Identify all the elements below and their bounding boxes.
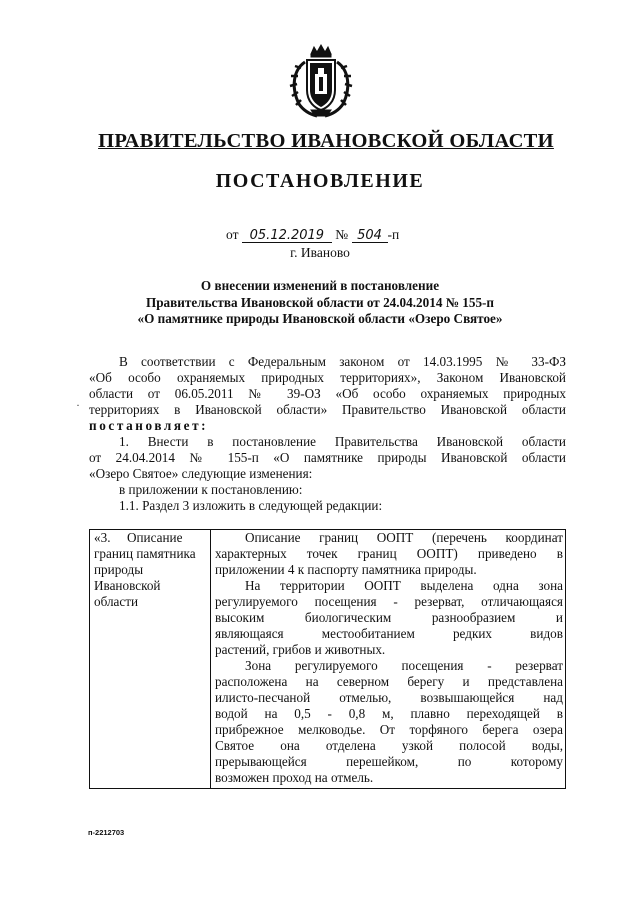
- cell-line: водой на 0,5 - 0,8 м, плавно переходящей в: [215, 706, 563, 721]
- cell-line: Святое она отделена узкой полосой воды,: [215, 738, 563, 753]
- decree-subject: [60, 278, 580, 328]
- cell-line: являющаяся местообитанием редких видов: [215, 626, 563, 641]
- resolves-word: постановляет:: [89, 418, 209, 433]
- number-suffix: -п: [387, 227, 400, 242]
- cell-line: Описание границ ООПТ (перечень координат: [245, 530, 563, 545]
- date-prefix: от: [226, 227, 239, 242]
- cell-line: характерных точек границ ООПТ) приведено в: [215, 546, 563, 561]
- government-title: ПРАВИТЕЛЬСТВО ИВАНОВСКОЙ ОБЛАСТИ: [98, 130, 554, 152]
- cell-line: природы: [94, 562, 144, 577]
- cell-line: области: [94, 594, 139, 609]
- body-line: «Об особо охраняемых природных территориях», Законом Ивановской: [89, 370, 566, 385]
- cell-line: прибрежное мелководье. От торфяного берега озера: [215, 722, 563, 737]
- cell-line: растений, грибов и животных.: [215, 642, 386, 657]
- document-code: п-2212703: [88, 828, 125, 837]
- body-line: территориях в Ивановской области» Правительство Ивановской области: [89, 402, 566, 417]
- cell-line: возможен проход на отмель.: [215, 770, 374, 785]
- coat-of-arms-icon: [287, 44, 355, 118]
- subject-line: Правительства Ивановской области от 24.04.2014 № 155-п: [145, 294, 495, 310]
- cell-line: На территории ООПТ выделена одна зона: [245, 578, 563, 593]
- body-line: «Озеро Святое» следующие изменения:: [89, 466, 313, 481]
- table-cell-heading: [90, 530, 211, 789]
- cell-line: Ивановской: [94, 578, 161, 593]
- table-row: [90, 530, 566, 789]
- cell-line: прерывающейся перешейком, по которому: [215, 754, 563, 769]
- table-cell-content: [211, 530, 566, 789]
- cell-line: высоким биологическим разнообразием и: [215, 610, 563, 625]
- decree-number: 504: [352, 229, 388, 243]
- decree-body: [89, 354, 566, 514]
- body-line: от 24.04.2014 № 155-п «О памятнике природы Ивановской области: [89, 450, 566, 465]
- subject-line: О внесении изменений в постановление: [200, 278, 440, 293]
- city-line: г. Иваново: [290, 245, 350, 260]
- body-line: 1. Внести в постановление Правительства Ивановской области: [119, 434, 566, 449]
- cell-line: Зона регулируемого посещения - резерват: [245, 658, 563, 673]
- date-number-line: [226, 227, 399, 243]
- number-prefix: №: [335, 227, 349, 242]
- cell-line: «3. Описание: [94, 530, 183, 545]
- margin-mark: ·: [76, 398, 80, 412]
- body-line: в приложении к постановлению:: [119, 482, 303, 497]
- body-line: 1.1. Раздел 3 изложить в следующей редакции:: [119, 498, 383, 513]
- body-line: области от 06.05.2011 № 39-ОЗ «Об особо охраняемых природных: [89, 386, 566, 401]
- document-type-title: ПОСТАНОВЛЕНИЕ: [215, 170, 425, 192]
- body-line: В соответствии с Федеральным законом от 14.03.1995 № 33-ФЗ: [119, 354, 566, 369]
- cell-line: границ памятника: [94, 546, 196, 561]
- section-table: [89, 529, 566, 789]
- cell-line: илисто-песчаной отмелью, возвышающейся над: [215, 690, 563, 705]
- cell-line: приложении 4 к паспорту памятника природы.: [215, 562, 477, 577]
- decree-date: 05.12.2019: [242, 229, 332, 243]
- cell-line: расположена на северном берегу и представлена: [215, 674, 563, 689]
- cell-line: регулируемого посещения - резерват, отличающаяся: [215, 594, 563, 609]
- subject-line: «О памятнике природы Ивановской области «Озеро Святое»: [137, 311, 503, 326]
